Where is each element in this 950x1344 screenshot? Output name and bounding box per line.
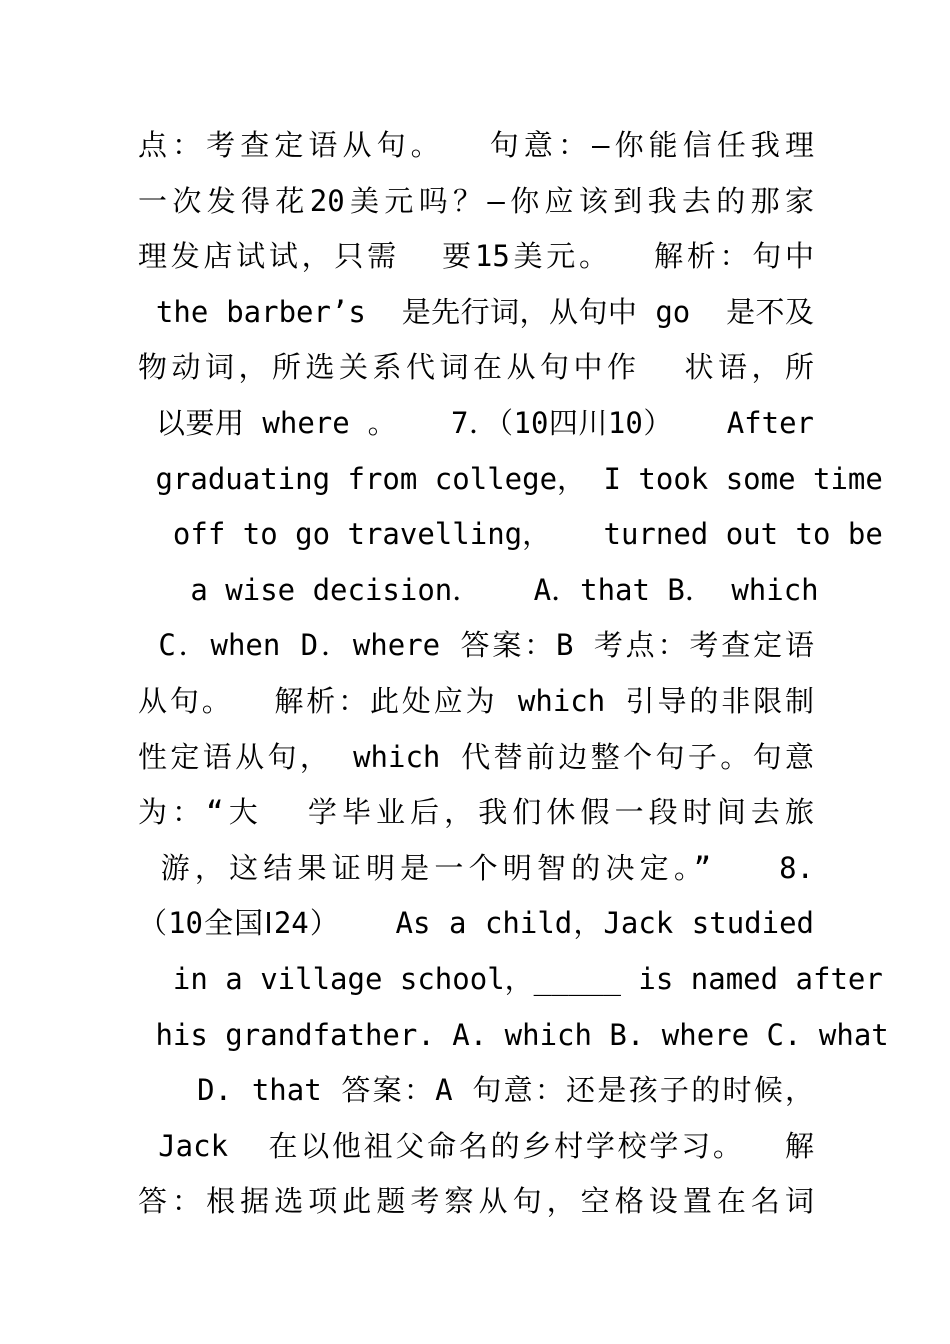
document-body <box>138 118 889 1230</box>
text-line: his grandfather. A. which B. where C. what <box>138 1017 889 1052</box>
text-line: 物动词，所选关系代词在从句中作 状语，所 <box>138 350 814 385</box>
text-line: in a village school，_____ is named after <box>138 961 883 996</box>
text-line: 一次发得花20美元吗？—你应该到我去的那家 <box>138 183 814 218</box>
text-line: a wise decision． A．that B． which <box>138 572 819 607</box>
text-line: 点：考查定语从句。 句意：—你能信任我理 <box>138 128 814 162</box>
text-line: 理发店试试，只需 要15美元。 解析：句中 <box>138 239 814 274</box>
text-line: off to go travelling， turned out to be <box>138 517 883 552</box>
text-line: 游，这结果证明是一个明智的决定。” 8. <box>138 850 814 885</box>
text-line: （10全国Ⅰ24） As a child，Jack studied <box>138 906 814 941</box>
text-line: 答：根据选项此题考察从句，空格设置在名词 <box>138 1184 814 1219</box>
text-line: the barber’s 是先行词，从句中 go 是不及 <box>138 294 814 329</box>
text-line: 为：“大 学毕业后，我们休假一段时间去旅 <box>138 795 814 830</box>
text-line: 性定语从句， which 代替前边整个句子。句意 <box>138 739 814 774</box>
text-line: C．when D．where 答案：B 考点：考查定语 <box>138 628 814 663</box>
text-line: D. that 答案：A 句意：还是孩子的时候， <box>138 1073 814 1108</box>
text-line: 从句。 解析：此处应为 which 引导的非限制 <box>138 683 814 718</box>
text-line: Jack 在以他祖父命名的乡村学校学习。 解 <box>138 1128 814 1163</box>
text-line: graduating from college， I took some time <box>138 461 883 496</box>
text-line: 以要用 where 。 7．（10四川10） After <box>138 405 814 440</box>
